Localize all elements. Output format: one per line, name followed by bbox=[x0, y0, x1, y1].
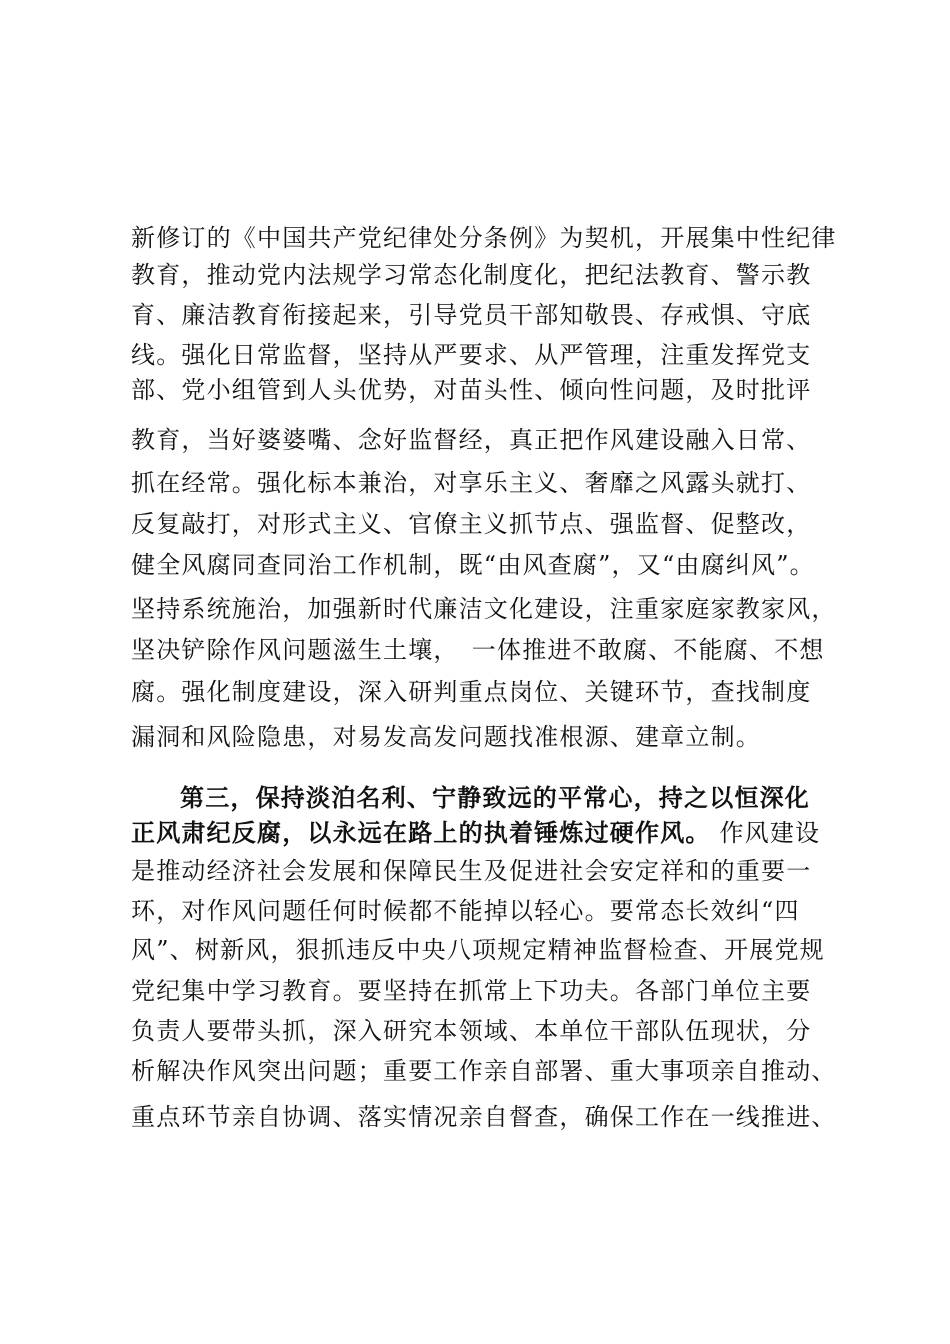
text-line: 新修订的《中国共产党纪律处分条例》为契机，开展集中性纪律 bbox=[131, 224, 837, 252]
text-line: 风”、树新风，狠抓违反中央八项规定精神监督检查、开展党规 bbox=[131, 936, 825, 964]
text-line: 析解决作风突出问题；重要工作亲自部署、重大事项亲自推动、 bbox=[131, 1057, 837, 1085]
text-line: 育、廉洁教育衔接起来，引导党员干部知敬畏、存戒惧、守底 bbox=[131, 301, 812, 329]
text-line: 教育，推动党内法规学习常态化制度化，把纪法教育、警示教 bbox=[131, 261, 812, 289]
text-line: 反复敲打，对形式主义、官僚主义抓节点、强监督、促整改， bbox=[131, 510, 812, 538]
text-line: 负责人要带头抓，深入研究本领域、本单位干部队伍现状，分 bbox=[131, 1017, 812, 1045]
text-line: 教育，当好婆婆嘴、念好监督经，真正把作风建设融入日常、 bbox=[131, 426, 812, 454]
text-line: 是推动经济社会发展和保障民生及促进社会安定祥和的重要一 bbox=[131, 857, 812, 885]
text-line: 坚持系统施治，加强新时代廉洁文化建设，注重家庭家教家风， bbox=[131, 595, 837, 623]
text-line: 漏洞和风险隐患，对易发高发问题找准根源、建章立制。 bbox=[131, 723, 761, 751]
text-line: 健全风腐同查同治工作机制，既“由风查腐”，又“由腐纠风”。 bbox=[131, 551, 815, 579]
body-text: 作风建设 bbox=[710, 819, 821, 847]
text-line: 重点环节亲自协调、落实情况亲自督查，确保工作在一线推进、 bbox=[131, 1103, 837, 1131]
text-line: 环，对作风问题任何时候都不能掉以轻心。要常态长效纠“四 bbox=[131, 897, 800, 925]
text-line: 腐。强化制度建设，深入研判重点岗位、关键环节，查找制度 bbox=[131, 678, 812, 706]
text-line: 线。强化日常监督，坚持从严要求、从严管理，注重发挥党支 bbox=[131, 341, 812, 369]
text-line: 党纪集中学习教育。要坚持在抓常上下功夫。各部门单位主要 bbox=[131, 977, 812, 1005]
text-line: 抓在经常。强化标本兼治，对享乐主义、奢靡之风露头就打、 bbox=[131, 469, 812, 497]
text-line bbox=[131, 818, 861, 848]
section-heading: 第三，保持淡泊名利、宁静致远的平常心，持之以恒深化 bbox=[180, 784, 810, 812]
text-line: 坚决铲除作风问题滋生土壤， 一体推进不敢腐、不能腐、不想 bbox=[131, 636, 825, 664]
section-heading-continued: 正风肃纪反腐，以永远在路上的执着锤炼过硬作风。 bbox=[131, 819, 711, 847]
text-line: 部、党小组管到人头优势，对苗头性、倾向性问题，及时批评 bbox=[131, 376, 812, 404]
